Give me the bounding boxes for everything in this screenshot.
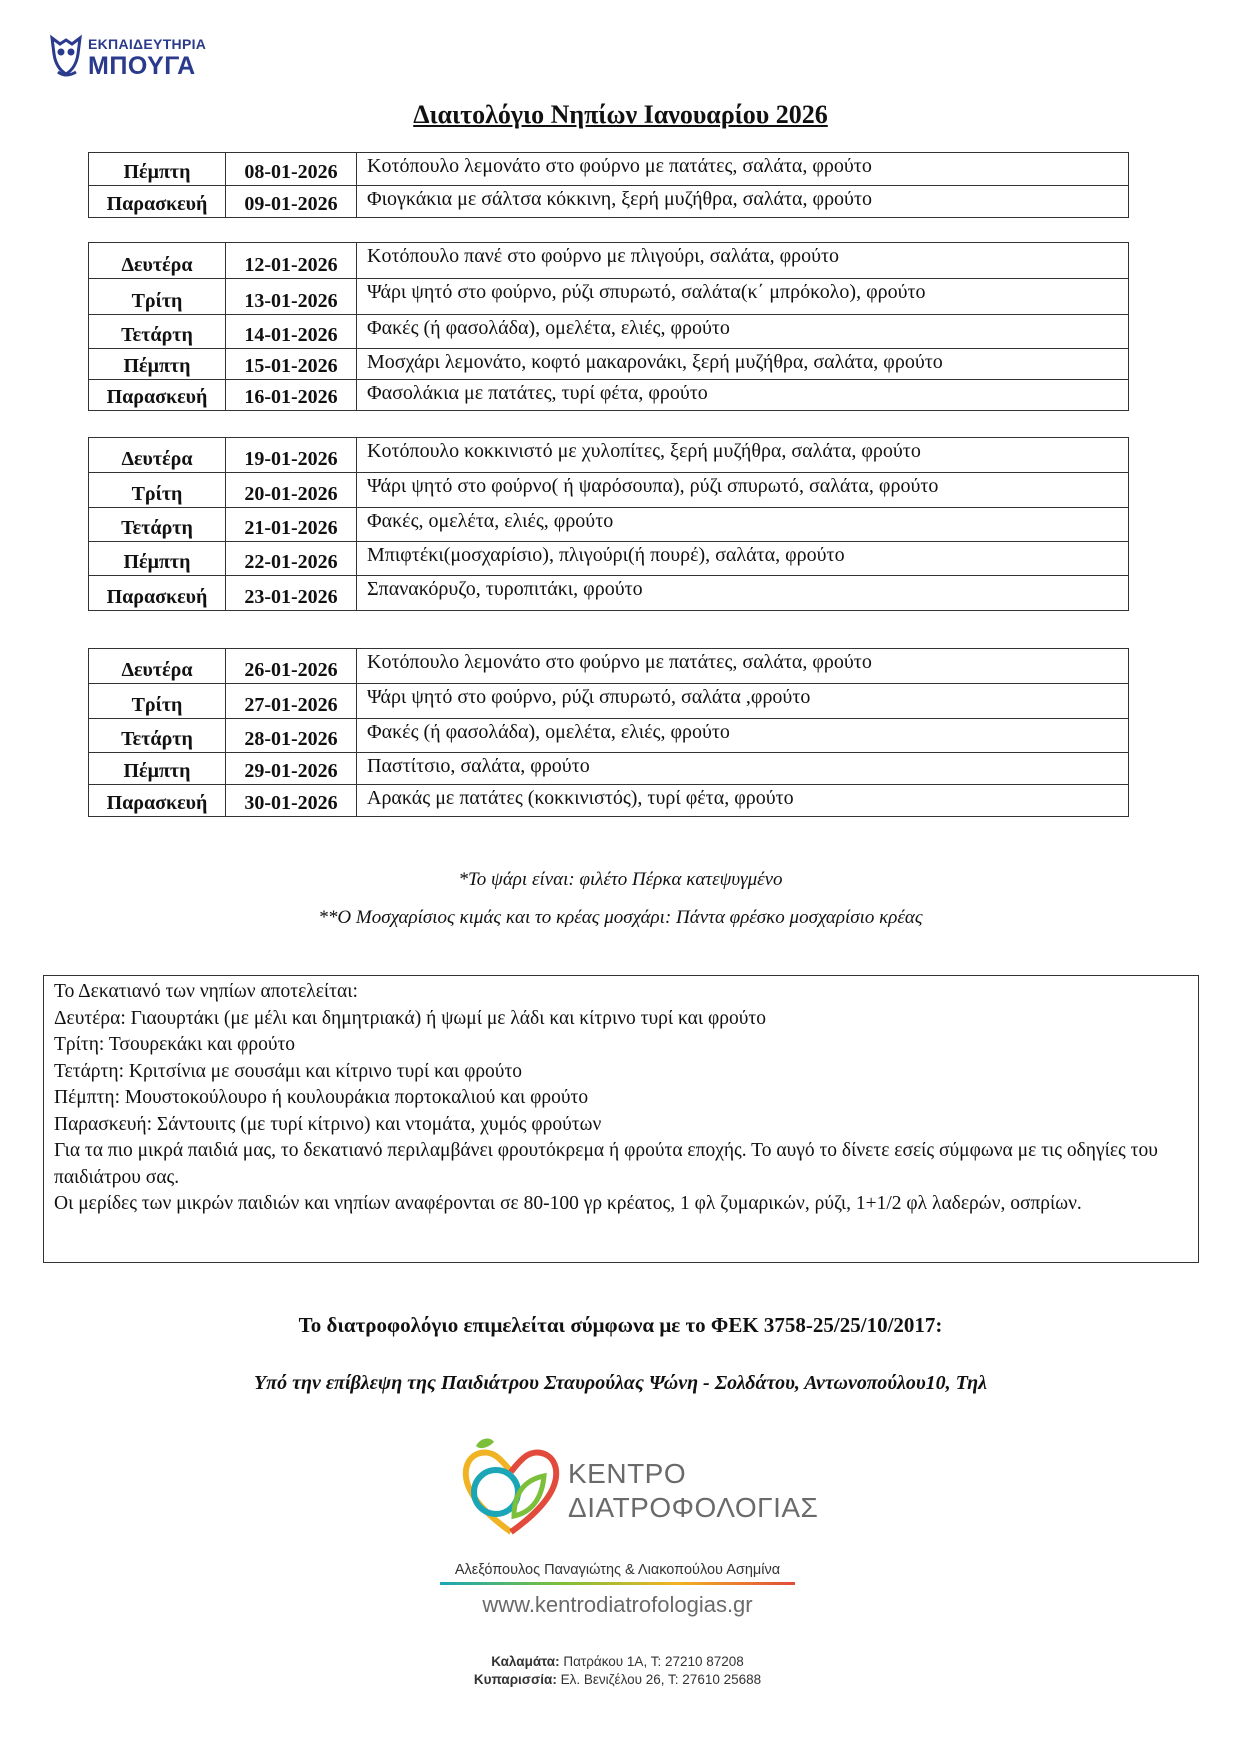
meal-cell: Παστίτσιο, σαλάτα, φρούτο bbox=[357, 753, 1129, 785]
day-cell: Πέμπτη bbox=[89, 542, 226, 576]
snack-info-box bbox=[43, 975, 1199, 1263]
meal-cell: Κοτόπουλο κοκκινιστό με χυλοπίτες, ξερή μυζήθρα, σαλάτα, φρούτο bbox=[357, 438, 1129, 473]
snack-line: Δευτέρα: Γιαουρτάκι (με μέλι και δημητριακά) ή ψωμί με λάδι και κίτρινο τυρί και φρούτο bbox=[54, 1007, 766, 1029]
page-title: Διαιτολόγιο Νηπίων Ιανουαρίου 2026 bbox=[413, 100, 828, 129]
day-cell: Παρασκευή bbox=[89, 380, 226, 411]
address-text: Ελ. Βενιζέλου 26, Τ: 27610 25688 bbox=[556, 1672, 762, 1687]
address-label: Κυπαρισσία: bbox=[473, 1672, 557, 1687]
fek-statement: Το διατροφολόγιο επιμελείται σύμφωνα με το ΦΕΚ 3758-25/25/10/2017: bbox=[298, 1313, 943, 1337]
snack-line: Τετάρτη: Κριτσίνια με σουσάμι και κίτρινο τυρί και φρούτο bbox=[54, 1060, 523, 1082]
date-cell: 19-01-2026 bbox=[226, 438, 357, 473]
day-cell: Παρασκευή bbox=[89, 186, 226, 218]
meal-cell: Φακές (ή φασολάδα), ομελέτα, ελιές, φρούτο bbox=[357, 315, 1129, 349]
meal-cell: Ψάρι ψητό στο φούρνο, ρύζι σπυρωτό, σαλάτα(κ΄ μπρόκολο), φρούτο bbox=[357, 279, 1129, 315]
meal-cell: Κοτόπουλο λεμονάτο στο φούρνο με πατάτες, σαλάτα, φρούτο bbox=[357, 649, 1129, 684]
date-cell: 14-01-2026 bbox=[226, 315, 357, 349]
date-cell: 08-01-2026 bbox=[226, 153, 357, 186]
table-row bbox=[89, 349, 1129, 380]
meal-cell: Φακές, ομελέτα, ελιές, φρούτο bbox=[357, 508, 1129, 542]
week-table-1 bbox=[88, 152, 1129, 218]
day-cell: Τετάρτη bbox=[89, 508, 226, 542]
nutrition-center-logo bbox=[440, 1432, 820, 1742]
day-cell: Τρίτη bbox=[89, 473, 226, 508]
day-cell: Τρίτη bbox=[89, 279, 226, 315]
address-kyparissia bbox=[440, 1672, 795, 1687]
address-label: Καλαμάτα: bbox=[491, 1654, 560, 1669]
table-row bbox=[89, 438, 1129, 473]
date-cell: 22-01-2026 bbox=[226, 542, 357, 576]
table-row bbox=[89, 243, 1129, 279]
center-owners: Αλεξόπουλος Παναγιώτης & Λιακοπούλου Ασημίνα bbox=[454, 1562, 781, 1578]
day-cell: Τρίτη bbox=[89, 684, 226, 719]
day-cell: Τετάρτη bbox=[89, 719, 226, 753]
snack-line: Οι μερίδες των μικρών παιδιών και νηπίων αναφέρονται σε 80-100 γρ κρέατος, 1 φλ ζυμαρικών, ρύζι, 1+1/2 φλ λαδερών, οσπρίων. bbox=[54, 1193, 1082, 1214]
meal-cell: Κοτόπουλο πανέ στο φούρνο με πλιγούρι, σαλάτα, φρούτο bbox=[357, 243, 1129, 279]
day-cell: Παρασκευή bbox=[89, 785, 226, 817]
meal-cell: Ψάρι ψητό στο φούρνο( ή ψαρόσουπα), ρύζι σπυρωτό, σαλάτα, φρούτο bbox=[357, 473, 1129, 508]
table-row bbox=[89, 186, 1129, 218]
date-cell: 27-01-2026 bbox=[226, 684, 357, 719]
day-cell: Δευτέρα bbox=[89, 649, 226, 684]
week-table-2 bbox=[88, 242, 1129, 411]
meal-cell: Ψάρι ψητό στο φούρνο, ρύζι σπυρωτό, σαλάτα ,φρούτο bbox=[357, 684, 1129, 719]
meal-cell: Φιογκάκια με σάλτσα κόκκινη, ξερή μυζήθρα, σαλάτα, φρούτο bbox=[357, 186, 1129, 218]
date-cell: 23-01-2026 bbox=[226, 576, 357, 611]
snack-line: Τρίτη: Τσουρεκάκι και φρούτο bbox=[54, 1034, 296, 1055]
table-row bbox=[89, 684, 1129, 719]
table-row bbox=[89, 279, 1129, 315]
snack-line: Παρασκευή: Σάντουιτς (με τυρί κίτρινο) και ντομάτα, χυμός φρούτων bbox=[54, 1113, 602, 1135]
table-row bbox=[89, 315, 1129, 349]
center-website: www.kentrodiatrofologias.gr bbox=[482, 1592, 753, 1617]
gradient-divider bbox=[440, 1582, 795, 1585]
meal-cell: Φακές (ή φασολάδα), ομελέτα, ελιές, φρούτο bbox=[357, 719, 1129, 753]
snack-line: Το Δεκατιανό των νηπίων αποτελείται: bbox=[54, 981, 358, 1002]
day-cell: Πέμπτη bbox=[89, 153, 226, 186]
heart-leaf-logo-icon bbox=[456, 1432, 566, 1542]
supervision-statement: Υπό την επίβλεψη της Παιδιάτρου Σταυρούλας Ψώνη - Σολδάτου, Αντωνοπούλου10, Τηλ bbox=[253, 1372, 988, 1394]
school-name-line1: ΕΚΠΑΙΔΕΥΤΗΡΙΑ bbox=[88, 36, 207, 52]
table-row bbox=[89, 473, 1129, 508]
center-name-line2: ΔΙΑΤΡΟΦΟΛΟΓΙΑΣ bbox=[568, 1492, 819, 1523]
date-cell: 28-01-2026 bbox=[226, 719, 357, 753]
day-cell: Πέμπτη bbox=[89, 349, 226, 380]
meal-cell: Κοτόπουλο λεμονάτο στο φούρνο με πατάτες, σαλάτα, φρούτο bbox=[357, 153, 1129, 186]
date-cell: 15-01-2026 bbox=[226, 349, 357, 380]
address-kalamata bbox=[440, 1654, 795, 1669]
table-row bbox=[89, 542, 1129, 576]
day-cell: Δευτέρα bbox=[89, 438, 226, 473]
meal-cell: Μοσχάρι λεμονάτο, κοφτό μακαρονάκι, ξερή μυζήθρα, σαλάτα, φρούτο bbox=[357, 349, 1129, 380]
table-row bbox=[89, 153, 1129, 186]
school-name-line2: ΜΠΟΥΓΑ bbox=[88, 52, 196, 80]
fish-note: *Το ψάρι είναι: φιλέτο Πέρκα κατεψυγμένο bbox=[458, 869, 783, 890]
snack-line: Για τα πιο μικρά παιδιά μας, το δεκατιανό περιλαμβάνει φρουτόκρεμα ή φρούτα εποχής. Το αυγό το δίνετε εσείς σύμφωνα με τις οδηγίες του παιδιάτρου σας. bbox=[54, 1140, 1158, 1188]
table-row bbox=[89, 649, 1129, 684]
date-cell: 12-01-2026 bbox=[226, 243, 357, 279]
center-name-line1: ΚΕΝΤΡΟ bbox=[568, 1458, 687, 1489]
date-cell: 29-01-2026 bbox=[226, 753, 357, 785]
table-row bbox=[89, 719, 1129, 753]
table-row bbox=[89, 380, 1129, 411]
school-logo bbox=[46, 28, 236, 84]
week-table-4 bbox=[88, 648, 1129, 817]
date-cell: 30-01-2026 bbox=[226, 785, 357, 817]
table-row bbox=[89, 508, 1129, 542]
table-row bbox=[89, 753, 1129, 785]
date-cell: 26-01-2026 bbox=[226, 649, 357, 684]
owl-emblem-icon bbox=[46, 32, 86, 80]
meal-cell: Σπανακόρυζο, τυροπιτάκι, φρούτο bbox=[357, 576, 1129, 611]
meal-cell: Αρακάς με πατάτες (κοκκινιστός), τυρί φέτα, φρούτο bbox=[357, 785, 1129, 817]
meal-cell: Μπιφτέκι(μοσχαρίσιο), πλιγούρι(ή πουρέ), σαλάτα, φρούτο bbox=[357, 542, 1129, 576]
day-cell: Παρασκευή bbox=[89, 576, 226, 611]
date-cell: 09-01-2026 bbox=[226, 186, 357, 218]
date-cell: 20-01-2026 bbox=[226, 473, 357, 508]
date-cell: 13-01-2026 bbox=[226, 279, 357, 315]
date-cell: 21-01-2026 bbox=[226, 508, 357, 542]
table-row bbox=[89, 576, 1129, 611]
table-row bbox=[89, 785, 1129, 817]
day-cell: Δευτέρα bbox=[89, 243, 226, 279]
beef-note: **Ο Μοσχαρίσιος κιμάς και το κρέας μοσχάρι: Πάντα φρέσκο μοσχαρίσιο κρέας bbox=[318, 907, 923, 928]
address-text: Πατράκου 1Α, Τ: 27210 87208 bbox=[559, 1654, 744, 1669]
day-cell: Πέμπτη bbox=[89, 753, 226, 785]
week-table-3 bbox=[88, 437, 1129, 611]
date-cell: 16-01-2026 bbox=[226, 380, 357, 411]
meal-cell: Φασολάκια με πατάτες, τυρί φέτα, φρούτο bbox=[357, 380, 1129, 411]
snack-line: Πέμπτη: Μουστοκούλουρο ή κουλουράκια πορτοκαλιού και φρούτο bbox=[54, 1087, 589, 1108]
day-cell: Τετάρτη bbox=[89, 315, 226, 349]
